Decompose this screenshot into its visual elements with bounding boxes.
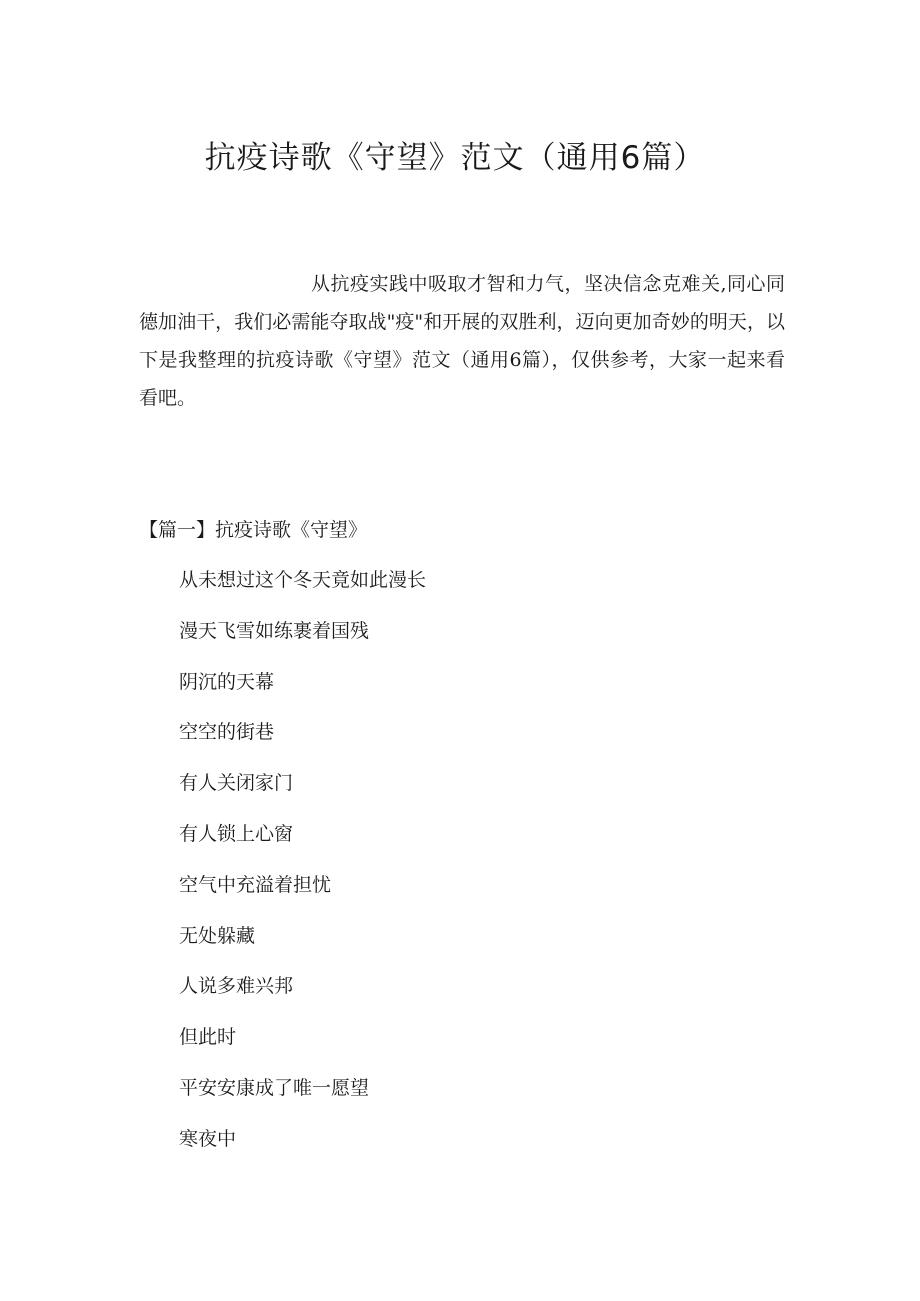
poem-line: 寒夜中 (179, 1127, 237, 1150)
poem-line: 空气中充溢着担忧 (179, 873, 332, 896)
poem-line: 空空的街巷 (179, 721, 275, 744)
poem-line: 但此时 (179, 1026, 237, 1049)
poem-line: 平安安康成了唯一愿望 (179, 1076, 370, 1099)
poem-line: 无处躲藏 (179, 924, 256, 947)
poem-line: 有人锁上心窗 (179, 822, 294, 845)
poem-line: 漫天飞雪如练裹着国残 (179, 619, 370, 642)
intro-paragraph: 从抗疫实践中吸取才智和力气，坚决信念克难关,同心同德加油干，我们必需能夺取战"疫"和开展的双胜利，迈向更加奇妙的明天，以下是我整理的抗疫诗歌《守望》范文（通用6篇），仅供参考，大家一起来看看吧。 (139, 273, 785, 409)
poem-line: 有人关闭家门 (179, 772, 294, 795)
poem (179, 565, 426, 1175)
poem-line: 从未想过这个冬天竟如此漫长 (179, 569, 427, 591)
section-heading: 【篇一】抗疫诗歌《守望》 (139, 519, 368, 541)
document-title: 抗疫诗歌《守望》范文（通用6篇） (204, 140, 706, 176)
poem-line: 阴沉的天幕 (179, 670, 275, 693)
poem-line: 人说多难兴邦 (179, 975, 294, 998)
